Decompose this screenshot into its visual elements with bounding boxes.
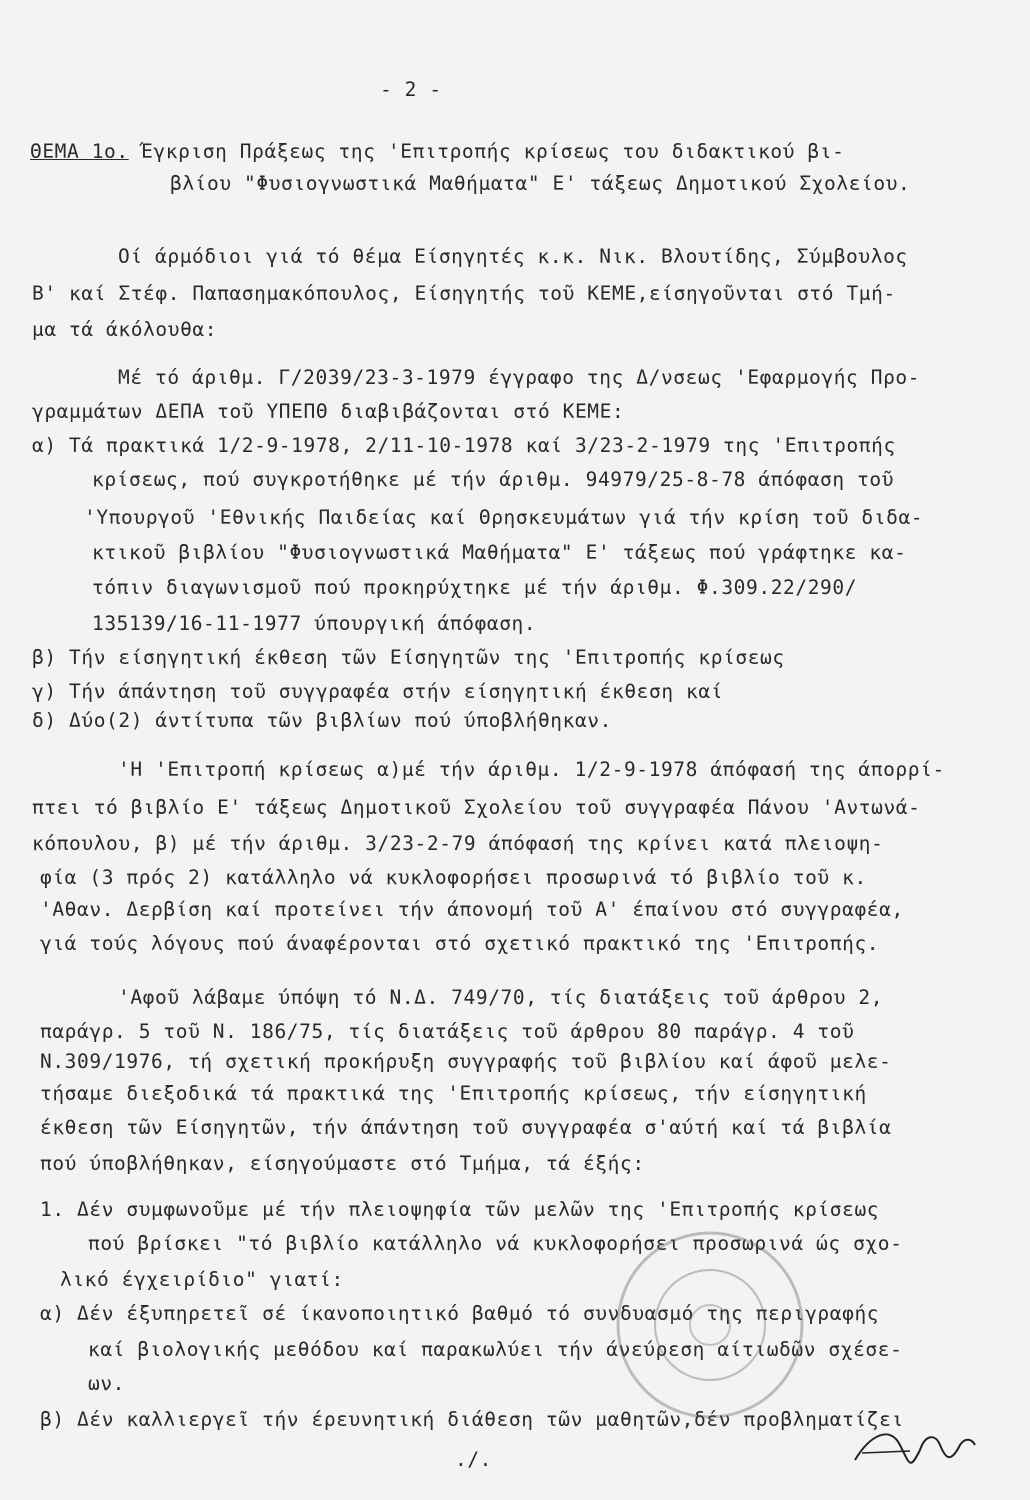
numbered-item-line: ων.	[88, 1372, 126, 1395]
continuation-mark: ./.	[455, 1448, 493, 1471]
paragraph-3-line: κόπουλου, β) μέ τήν άριθμ. 3/23-2-79 άπόφασή της κρίνει κατά πλειοψη-	[32, 832, 884, 855]
title-label: ΘΕΜΑ 1ο.	[30, 140, 129, 163]
paragraph-4-line: 'Αφοῦ λάβαμε ύπόψη τό Ν.Δ. 749/70, τίς διατάξεις τοῦ άρθρου 2,	[118, 986, 884, 1009]
paragraph-2-line: γραμμάτων ΔΕΠΑ τοῦ ΥΠΕΠΘ διαβιβάζονται στό ΚΕΜΕ:	[32, 400, 625, 423]
list-item-line: β) Τήν είσηγητική έκθεση τῶν Είσηγητῶν της 'Επιτροπής κρίσεως	[32, 646, 785, 669]
paragraph-4-line: παράγρ. 5 τοῦ Ν. 186/75, τίς διατάξεις τοῦ άρθρου 80 παράγρ. 4 τοῦ	[40, 1020, 855, 1043]
numbered-item-line: πού βρίσκει "τό βιβλίο κατάλληλο νά κυκλοφορήσει προσωρινά ώς σχο-	[88, 1232, 903, 1255]
paragraph-1-line: Β' καί Στέφ. Παπασημακόπουλος, Είσηγητής τοῦ ΚΕΜΕ,είσηγοῦνται στό Τμή-	[32, 282, 896, 305]
signature	[850, 1415, 980, 1475]
paragraph-4-line: πού ύποβλήθηκαν, είσηγούμαστε στό Τμήμα, τά έξής:	[40, 1152, 645, 1175]
numbered-item-line: καί βιολογικής μεθόδου καί παρακωλύει τήν άνεύρεση αίτιωδῶν σχέσε-	[88, 1338, 903, 1361]
list-item-line: δ) Δύο(2) άντίτυπα τῶν βιβλίων πού ύποβλήθηκαν.	[32, 709, 612, 732]
paragraph-3-line: 'Αθαν. Δερβίση καί προτείνει τήν άπονομή τοῦ Α' έπαίνου στό συγγραφέα,	[40, 898, 904, 921]
paragraph-1-line: μα τά άκόλουθα:	[32, 318, 218, 341]
paragraph-1-line: Οί άρμόδιοι γιά τό θέμα Είσηγητές κ.κ. Νικ. Βλουτίδης, Σύμβουλος	[118, 245, 908, 268]
page-number: - 2 -	[380, 78, 442, 101]
paragraph-3-line: γιά τούς λόγους πού άναφέρονται στό σχετικό πρακτικό της 'Επιτροπής.	[40, 932, 880, 955]
paragraph-4-line: τήσαμε διεξοδικά τά πρακτικά της 'Επιτροπής κρίσεως, τήν είσηγητική	[40, 1082, 867, 1105]
paragraph-4-line: έκθεση τῶν Είσηγητῶν, τήν άπάντηση τοῦ συγγραφέα σ'αύτή καί τά βιβλία	[40, 1116, 892, 1139]
title-text-1: Έγκριση Πράξεως της 'Επιτροπής κρίσεως του διδακτικού βι-	[141, 140, 845, 163]
paragraph-3-line: 'Η 'Επιτροπή κρίσεως α)μέ τήν άριθμ. 1/2-9-1978 άπόφασή της άπορρί-	[118, 758, 945, 781]
paragraph-3-line: φία (3 πρός 2) κατάλληλο νά κυκλοφορήσει προσωρινά τό βιβλίο τοῦ κ.	[40, 866, 867, 889]
numbered-item-line: 1. Δέν συμφωνοῦμε μέ τήν πλειοψηφία τῶν μελῶν της 'Επιτροπής κρίσεως	[40, 1198, 880, 1221]
official-stamp	[610, 1225, 810, 1425]
title-line-2: βλίου "Φυσιογνωστικά Μαθήματα" Ε' τάξεως Δημοτικού Σχολείου.	[170, 172, 911, 195]
numbered-item-line: β) Δέν καλλιεργεῖ τήν έρευνητική διάθεση τῶν μαθητῶν,δέν προβληματίζει	[40, 1408, 904, 1431]
list-item-line: 135139/16-11-1977 ύπουργική άπόφαση.	[92, 612, 537, 635]
paragraph-2-line: Μέ τό άριθμ. Γ/2039/23-3-1979 έγγραφο της Δ/νσεως 'Εφαρμογής Προ-	[118, 366, 921, 389]
paragraph-3-line: πτει τό βιβλίο Ε' τάξεως Δημοτικοῦ Σχολείου τοῦ συγγραφέα Πάνου 'Αντωνά-	[32, 796, 921, 819]
list-item-line: γ) Τήν άπάντηση τοῦ συγγραφέα στήν είσηγητική έκθεση καί	[32, 680, 724, 703]
list-item-line: κρίσεως, πού συγκροτήθηκε μέ τήν άριθμ. 94979/25-8-78 άπόφαση τοῦ	[92, 468, 895, 491]
list-item-line: τόπιν διαγωνισμοῦ πού προκηρύχτηκε μέ τήν άριθμ. Φ.309.22/290/	[92, 576, 858, 599]
paragraph-4-line: Ν.309/1976, τή σχετική προκήρυξη συγγραφής τοῦ βιβλίου καί άφοῦ μελε-	[40, 1050, 892, 1073]
numbered-item-line: λικό έγχειρίδιο" γιατί:	[60, 1268, 344, 1291]
title-line-1	[30, 140, 844, 164]
list-item-line: α) Τά πρακτικά 1/2-9-1978, 2/11-10-1978 καί 3/23-2-1979 της 'Επιτροπής	[32, 434, 896, 457]
list-item-line: 'Υπουργοῦ 'Εθνικής Παιδείας καί Θρησκευμάτων γιά τήν κρίση τοῦ διδα-	[84, 506, 924, 529]
numbered-item-line: α) Δέν έξυπηρετεῖ σέ ίκανοποιητικό βαθμό τό συνδυασμό της περιγραφής	[40, 1302, 880, 1325]
list-item-line: κτικοῦ βιβλίου "Φυσιογνωστικά Μαθήματα" Ε' τάξεως πού γράφτηκε κα-	[92, 541, 907, 564]
